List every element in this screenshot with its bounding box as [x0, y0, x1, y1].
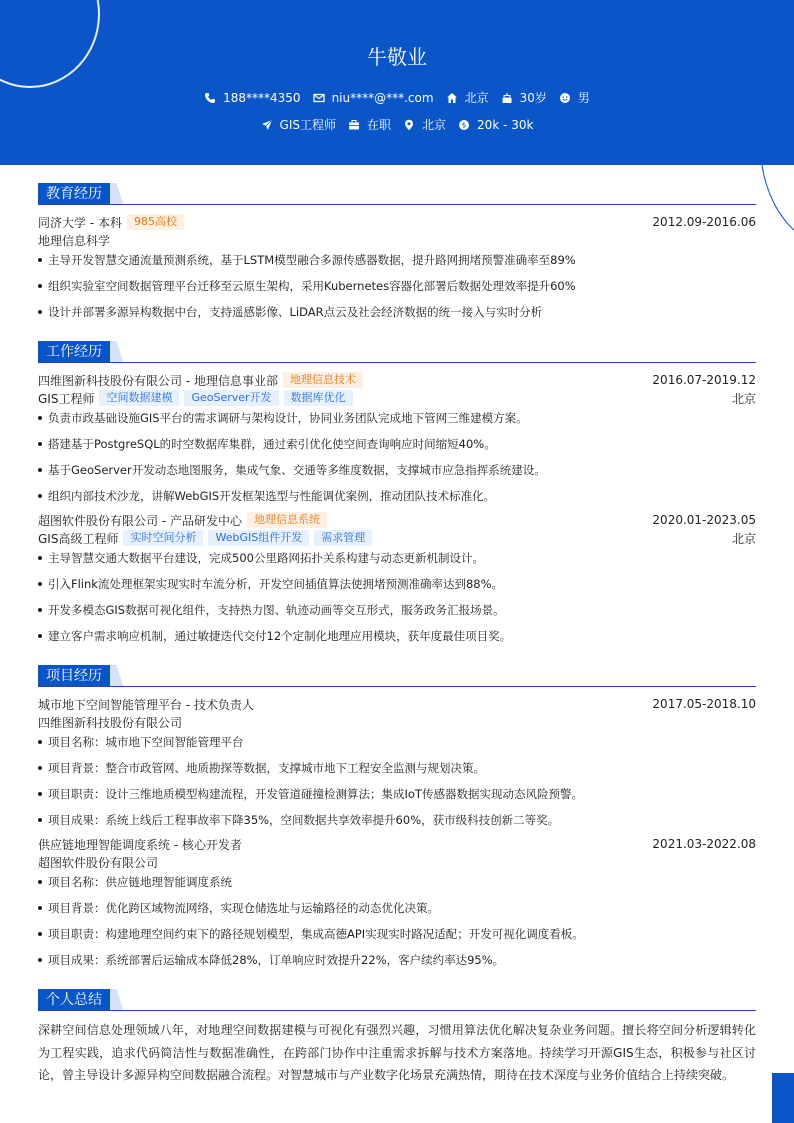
- status-item: [348, 116, 391, 133]
- position-text: GIS工程师: [279, 118, 337, 132]
- age-text: 30岁: [519, 91, 547, 105]
- location-pin-icon: [403, 119, 415, 131]
- project-org: 四维图新科技股份有限公司: [38, 715, 183, 730]
- list-item: 主导智慧交通大数据平台建设，完成500公里路网拓扑关系构建与动态更新机制设计。: [38, 549, 756, 567]
- salary-text: 20k - 30k: [477, 117, 534, 132]
- company-name: 超图软件股份有限公司 - 产品研发中心: [38, 513, 242, 528]
- intent-city-text: 北京: [422, 118, 447, 132]
- list-item: 项目背景：整合市政管网、地质勘探等数据，支撑城市地下工程安全监测与规划决策。: [38, 759, 756, 777]
- work-title-row: [38, 529, 756, 547]
- decorative-corner-bar: [772, 1073, 794, 1123]
- work-title-row: [38, 389, 756, 407]
- send-icon: [261, 119, 273, 131]
- list-item: 基于GeoServer开发动态地图服务，集成气象、交通等多维度数据，支撑城市应急指挥系统建设。: [38, 461, 756, 479]
- project-date: 2021.03-2022.08: [652, 837, 756, 851]
- section-education-header: [38, 183, 756, 205]
- job-title: GIS高级工程师: [38, 531, 119, 546]
- project-header-row: [38, 695, 756, 713]
- project-date: 2017.05-2018.10: [652, 697, 756, 711]
- list-item: 项目成果：系统部署后运输成本降低28%，订单响应时效提升22%，客户续约率达95%。: [38, 951, 756, 969]
- phone-icon: [204, 92, 216, 104]
- section-title: 个人总结: [38, 989, 110, 1011]
- education-header-row: [38, 213, 756, 231]
- work-city: 北京: [731, 531, 756, 546]
- section-work-header: [38, 341, 756, 363]
- list-item: 组织内部技术沙龙，讲解WebGIS开发框架选型与性能调优案例，推动团队技术标准化。: [38, 487, 756, 505]
- position-item: [261, 116, 336, 133]
- gender-item: [559, 89, 590, 106]
- section-title: 工作经历: [38, 341, 110, 363]
- resume-header: [0, 0, 794, 165]
- smile-icon: [559, 92, 571, 104]
- work-header-row: [38, 511, 756, 529]
- list-item: 项目背景：优化跨区域物流网络，实现仓储选址与运输路径的动态优化决策。: [38, 899, 756, 917]
- job-title: GIS工程师: [38, 391, 95, 406]
- list-item: 主导开发智慧交通流量预测系统，基于LSTM模型融合多源传感器数据，提升路网拥堵预警准确率至89%: [38, 251, 756, 269]
- industry-tag: 地理信息系统: [247, 512, 327, 528]
- svg-text:$: $: [461, 121, 467, 130]
- skill-tag: 实时空间分析: [123, 530, 203, 546]
- gender-text: 男: [577, 91, 590, 105]
- section-summary-header: [38, 989, 756, 1011]
- list-item: 设计并部署多源异构数据中台，支持遥感影像、LiDAR点云及社会经济数据的统一接入与实时分析: [38, 303, 756, 321]
- candidate-name: 牛敬业: [367, 45, 427, 69]
- education-major-row: [38, 231, 756, 249]
- intent-city-item: [403, 116, 446, 133]
- briefcase-icon: [348, 119, 360, 131]
- list-item: 开发多模态GIS数据可视化组件，支持热力图、轨迹动画等交互形式，服务政务汇报场景。: [38, 601, 756, 619]
- list-item: 负责市政基础设施GIS平台的需求调研与架构设计，协同业务团队完成地下管网三维建模方案。: [38, 409, 756, 427]
- school-name: 同济大学 - 本科: [38, 215, 122, 230]
- age-item: [501, 89, 547, 106]
- list-item: 项目名称：供应链地理智能调度系统: [38, 873, 756, 891]
- project-name: 城市地下空间智能管理平台 - 技术负责人: [38, 697, 254, 712]
- skill-tag: 空间数据建模: [99, 390, 179, 406]
- phone-item: [204, 91, 300, 105]
- work-city: 北京: [731, 391, 756, 406]
- summary-text: 深耕空间信息处理领域八年，对地理空间数据建模与可视化有强烈兴趣，习惯用算法优化解决复杂业务问题。擅长将空间分析逻辑转化为工程实践，追求代码简洁性与数据准确性，在跨部门协作中注重需求拆解与技术方案落地。持续学习开源GIS生态，积极参与社区讨论，曾主导设计多源异构空间数据融合流程。对智慧城市与产业数字化场景充满热情，期待在技术深度与业务价值结合上持续突破。: [38, 1023, 756, 1082]
- work-date: 2020.01-2023.05: [652, 513, 756, 527]
- work-date: 2016.07-2019.12: [652, 373, 756, 387]
- section-title: 项目经历: [38, 665, 110, 687]
- skill-tag: WebGIS组件开发: [208, 530, 309, 546]
- school-tag: 985高校: [127, 214, 184, 230]
- work-header-row: [38, 371, 756, 389]
- company-name: 四维图新科技股份有限公司 - 地理信息事业部: [38, 373, 278, 388]
- money-icon: [458, 119, 470, 131]
- list-item: 建立客户需求响应机制，通过敏捷迭代交付12个定制化地理应用模块，获年度最佳项目奖。: [38, 627, 756, 645]
- section-projects-header: [38, 665, 756, 687]
- list-item: 项目成果：系统上线后工程事故率下降35%，空间数据共享效率提升60%，获市级科技创新二等奖。: [38, 811, 756, 829]
- city-text: 北京: [464, 91, 489, 105]
- cake-icon: [501, 92, 513, 104]
- mail-icon: [313, 92, 325, 104]
- project-header-row: [38, 835, 756, 853]
- education-date: 2012.09-2016.06: [652, 215, 756, 229]
- email-text: niu****@***.com: [331, 90, 434, 105]
- project-name: 供应链地理智能调度系统 - 核心开发者: [38, 837, 242, 852]
- skill-tag: 数据库优化: [284, 390, 353, 406]
- major-name: 地理信息科学: [38, 233, 111, 248]
- skill-tag: GeoServer开发: [184, 390, 278, 406]
- home-icon: [446, 92, 458, 104]
- list-item: 搭建基于PostgreSQL的时空数据库集群，通过索引优化使空间查询响应时间缩短40%。: [38, 435, 756, 453]
- industry-tag: 地理信息技术: [283, 372, 363, 388]
- salary-item: [458, 118, 533, 132]
- project-org-row: [38, 853, 756, 871]
- contact-row: [0, 89, 794, 106]
- intent-row: [0, 116, 794, 133]
- status-text: 在职: [367, 118, 392, 132]
- city-item: [446, 89, 489, 106]
- list-item: 组织实验室空间数据管理平台迁移至云原生架构，采用Kubernetes容器化部署后数据处理效率提升60%: [38, 277, 756, 295]
- project-org-row: [38, 713, 756, 731]
- list-item: 项目职责：构建地理空间约束下的路径规划模型，集成高德API实现实时路况适配；开发可视化调度看板。: [38, 925, 756, 943]
- phone-text: 188****4350: [223, 90, 301, 105]
- email-item: [313, 91, 434, 105]
- list-item: 项目职责：设计三维地质模型构建流程，开发管道碰撞检测算法；集成IoT传感器数据实现动态风险预警。: [38, 785, 756, 803]
- list-item: 引入Flink流处理框架实现实时车流分析，开发空间插值算法使拥堵预测准确率达到88%。: [38, 575, 756, 593]
- section-title: 教育经历: [38, 183, 110, 205]
- skill-tag: 需求管理: [314, 530, 372, 546]
- list-item: 项目名称：城市地下空间智能管理平台: [38, 733, 756, 751]
- project-org: 超图软件股份有限公司: [38, 855, 159, 870]
